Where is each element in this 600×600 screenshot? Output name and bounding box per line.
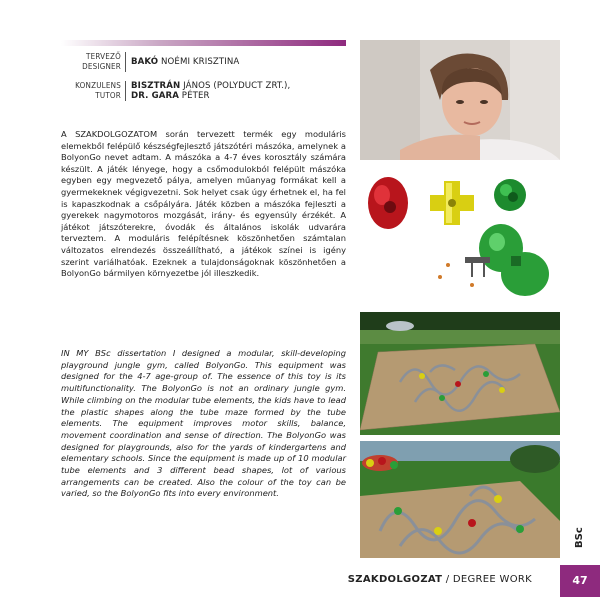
designer-label-hu: TERVEZŐ	[86, 52, 121, 61]
consultant-label-hu: KONZULENS	[75, 81, 121, 90]
consultant-row	[61, 81, 346, 101]
consultant-label	[61, 81, 125, 101]
designer-row	[61, 52, 346, 72]
playground-closeup-render	[360, 441, 560, 558]
consultant-2	[131, 91, 290, 101]
consultant-label-en: TUTOR	[95, 91, 121, 100]
designer-name	[126, 52, 239, 72]
footer-subtitle: / DEGREE WORK	[442, 574, 532, 585]
page-number: 47	[560, 565, 600, 597]
playground-overview-render	[360, 312, 560, 435]
hungarian-description: A SZAKDOLGOZATOM során tervezett termék egy moduláris elemekből felépülő készségfejlesztő játszótéri mászóka, amelynek a BolyonGo nevet adtam. A mászóka a 4-7 éves korosztály számára készült. A játék lényege, hogy a csőmodulokból felépült mászóka egyben egy megvezető pálya, amelyen műanyag formákat kell a gyermekeknek végigvezetni. Sok helyet csak úgy érhetnek el, ha fel is kapaszkodnak a csőpályára. Játék közben a mászóka fejleszti a gyerekek nagymotoros mozgását, irány- és egyensúly érzékét. A játékot játszóterekre, óvodák és általános iskolák udvarára terveztem. A moduláris felépítésnek köszönhetően számtalan változatos elrendezés összeállítható, a játékok színei is igény szerint variálhatóak. Ezeknek a tulajdonságoknak köszönhetően a BolyonGo bármilyen környezetbe jól illeszkedik.	[61, 129, 346, 279]
consultant-2-rest: PÉTER	[178, 91, 210, 101]
header-gradient-bar	[61, 40, 346, 46]
consultant-1	[131, 81, 290, 91]
bead-shapes-render	[360, 165, 560, 308]
designer-surname: BAKÓ	[131, 57, 159, 67]
designer-portrait-photo	[360, 40, 560, 160]
designer-given-name: NOÉMI KRISZTINA	[158, 57, 240, 67]
designer-label-en: DESIGNER	[82, 62, 121, 71]
designer-label	[61, 52, 125, 72]
consultant-2-surname: DR. GARA	[131, 91, 179, 101]
consultant-1-surname: BISZTRÁN	[131, 81, 181, 91]
credits-header	[61, 40, 346, 101]
consultant-1-rest: JÁNOS (POLYDUCT ZRT.),	[180, 81, 291, 91]
footer-section-title	[348, 574, 532, 586]
consultant-names	[126, 81, 290, 101]
bsc-side-label: BSc	[574, 527, 585, 548]
footer-bold-title: SZAKDOLGOZAT	[347, 574, 443, 585]
english-description: IN MY BSc dissertation I designed a modular, skill-developing playground jungle gym, called BolyonGo. This equipment was designed for the 4-7 age-group of. The essence of this toy is its multifunctionality. The BolyonGo is not an ordinary jungle gym. While climbing on the modular tube elements, the kids have to lead the plastic shapes along the tube maze formed by the tube elements. The equipment improves motor skills, balance, movement coordination and sense of direction. The BolyonGo was designed for playgrounds, also for the yards of kindergartens and elementary schools. Since the equipment is made up of 10 modular tube elements and 3 different bead shapes, lot of various arrangements can be created. Also the colour of the toy can be varied, so the BolyonGo fits into every environment.	[61, 348, 346, 499]
